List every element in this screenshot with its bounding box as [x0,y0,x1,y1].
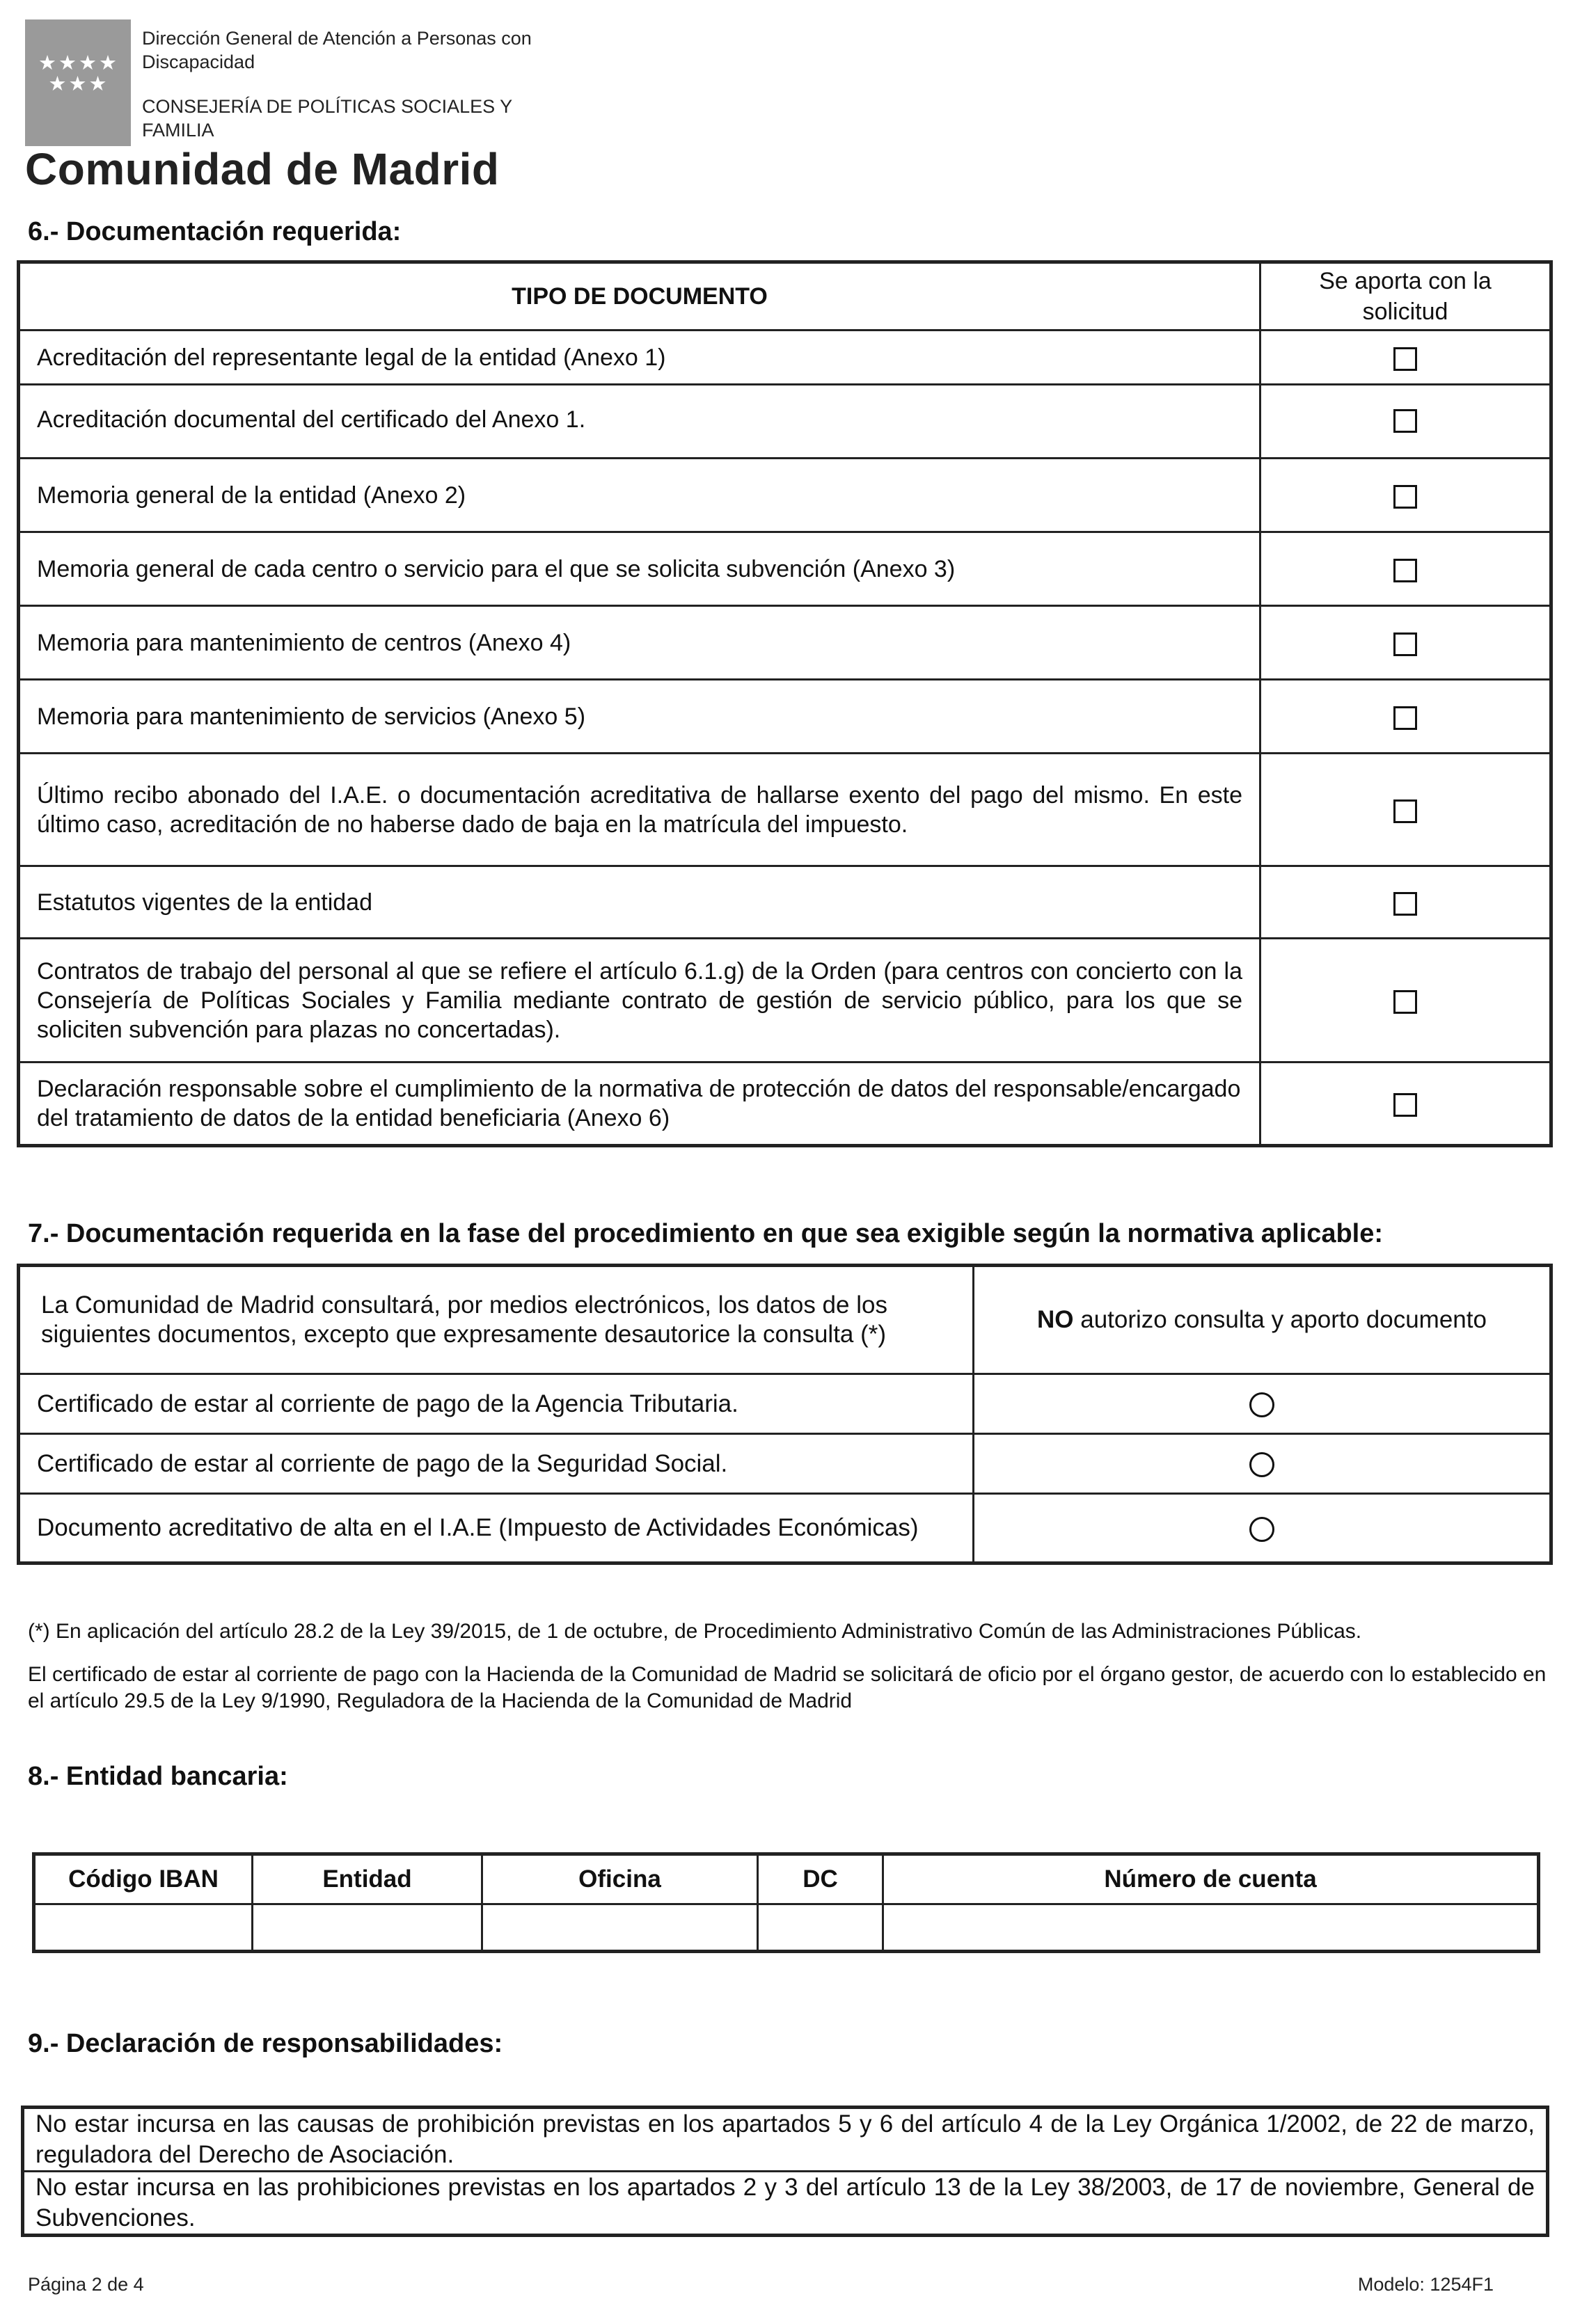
doc-label: Memoria para mantenimiento de centros (Anexo 4) [19,606,1260,680]
doc-checkbox[interactable] [1393,799,1417,823]
doc-checkbox[interactable] [1393,632,1417,656]
entidad-input[interactable] [253,1904,482,1952]
table-row [19,680,1551,754]
no-autorizo-header: NO autorizo consulta y aporto documento [974,1266,1551,1374]
org-name: Dirección General de Atención a Personas con Discapacidad [142,28,532,72]
documentation-table [17,260,1553,1147]
doc-checkbox[interactable] [1393,409,1417,433]
col-dc: DC [758,1854,883,1904]
doc-label: Memoria para mantenimiento de servicios (Anexo 5) [19,680,1260,754]
table-row [19,939,1551,1062]
table-row [19,532,1551,606]
doc-label: Último recibo abonado del I.A.E. o documentación acreditativa de hallarse exento del pago del mismo. En este último caso, acreditación de no haberse dado de baja en la matrícula del impuesto. [19,754,1260,866]
consult-doc-label: Certificado de estar al corriente de pago de la Agencia Tributaria. [19,1374,974,1434]
col-iban: Código IBAN [34,1854,253,1904]
table-row [19,606,1551,680]
doc-label: Memoria general de cada centro o servicio para el que se solicita subvención (Anexo 3) [19,532,1260,606]
page-number: Página 2 de 4 [28,2274,144,2295]
doc-label: Estatutos vigentes de la entidad [19,866,1260,939]
table-row [23,2172,1548,2236]
doc-checkbox[interactable] [1393,1093,1417,1117]
col-oficina: Oficina [482,1854,758,1904]
table-row [19,331,1551,385]
section-9-title: 9.- Declaración de responsabilidades: [28,2029,503,2058]
doc-checkbox[interactable] [1393,892,1417,916]
section-8-title: 8.- Entidad bancaria: [28,1762,288,1791]
table-row [23,2108,1548,2172]
col-se-aporta: Se aporta con la solicitud [1260,262,1551,331]
table-row [19,1062,1551,1146]
numero-cuenta-input[interactable] [883,1904,1539,1952]
doc-checkbox[interactable] [1393,559,1417,582]
table-row [19,866,1551,939]
iban-input[interactable] [34,1904,253,1952]
doc-checkbox[interactable] [1393,706,1417,730]
table-row [19,1434,1551,1494]
comunidad-madrid-logo [25,19,131,146]
table-row [19,1374,1551,1434]
comunidad-title: Comunidad de Madrid [25,144,500,194]
footnote-asterisk: (*) En aplicación del artículo 28.2 de la Ley 39/2015, de 1 de octubre, de Procedimiento Administrativo Común de las Administraciones Públicas. [28,1620,1362,1643]
doc-label: Acreditación del representante legal de la entidad (Anexo 1) [19,331,1260,385]
consultation-header-text: La Comunidad de Madrid consultará, por medios electrónicos, los datos de los siguientes documentos, excepto que expresamente desautorice la consulta (*) [19,1266,974,1374]
table-row [19,385,1551,459]
responsibilities-table [21,2106,1549,2237]
col-numero-cuenta: Número de cuenta [883,1854,1539,1904]
consultation-table [17,1264,1553,1565]
doc-label: Declaración responsable sobre el cumplimiento de la normativa de protección de datos del responsable/encargado del tratamiento de datos de la entidad beneficiaria (Anexo 6) [19,1062,1260,1146]
doc-checkbox[interactable] [1393,990,1417,1014]
col-entidad: Entidad [253,1854,482,1904]
consult-doc-label: Documento acreditativo de alta en el I.A.E (Impuesto de Actividades Económicas) [19,1494,974,1563]
no-autorizo-radio[interactable] [1249,1452,1274,1477]
oficina-input[interactable] [482,1904,758,1952]
bank-table [32,1852,1540,1953]
doc-label: Memoria general de la entidad (Anexo 2) [19,459,1260,532]
table-row [19,754,1551,866]
section-6-title: 6.- Documentación requerida: [28,217,402,246]
declaration-text: No estar incursa en las prohibiciones previstas en los apartados 2 y 3 del artículo 13 de la Ley 38/2003, de 17 de noviembre, General de Subvenciones. [23,2172,1548,2236]
consejeria-name: CONSEJERÍA DE POLÍTICAS SOCIALES Y FAMILIA [142,96,513,141]
table-row [19,1494,1551,1563]
doc-checkbox[interactable] [1393,347,1417,371]
doc-label: Acreditación documental del certificado del Anexo 1. [19,385,1260,459]
no-autorizo-radio[interactable] [1249,1517,1274,1542]
consult-doc-label: Certificado de estar al corriente de pago de la Seguridad Social. [19,1434,974,1494]
section-7-title: 7.- Documentación requerida en la fase del procedimiento en que sea exigible según la normativa aplicable: [28,1219,1384,1248]
no-autorizo-radio[interactable] [1249,1392,1274,1417]
dc-input[interactable] [758,1904,883,1952]
logo-stars-icon: ★★★★ ★★★ [38,52,119,95]
declaration-text: No estar incursa en las causas de prohibición previstas en los apartados 5 y 6 del artículo 4 de la Ley Orgánica 1/2002, de 22 de marzo, reguladora del Derecho de Asociación. [23,2108,1548,2172]
col-tipo-documento: TIPO DE DOCUMENTO [19,262,1260,331]
hacienda-note: El certificado de estar al corriente de pago con la Hacienda de la Comunidad de Madrid se solicitará de oficio por el órgano gestor, de acuerdo con lo establecido en el artículo 29.5 de la Ley 9/1990, Reguladora de la Hacienda de la Comunidad de Madrid [28,1663,1547,1712]
doc-label: Contratos de trabajo del personal al que se refiere el artículo 6.1.g) de la Orden (para centros con concierto con la Consejería de Políticas Sociales y Familia mediante contrato de gestión de servicio público, para los que se soliciten subvención para plazas no concertadas). [19,939,1260,1062]
table-row [19,459,1551,532]
doc-checkbox[interactable] [1393,485,1417,509]
model-number: Modelo: 1254F1 [1357,2274,1494,2295]
